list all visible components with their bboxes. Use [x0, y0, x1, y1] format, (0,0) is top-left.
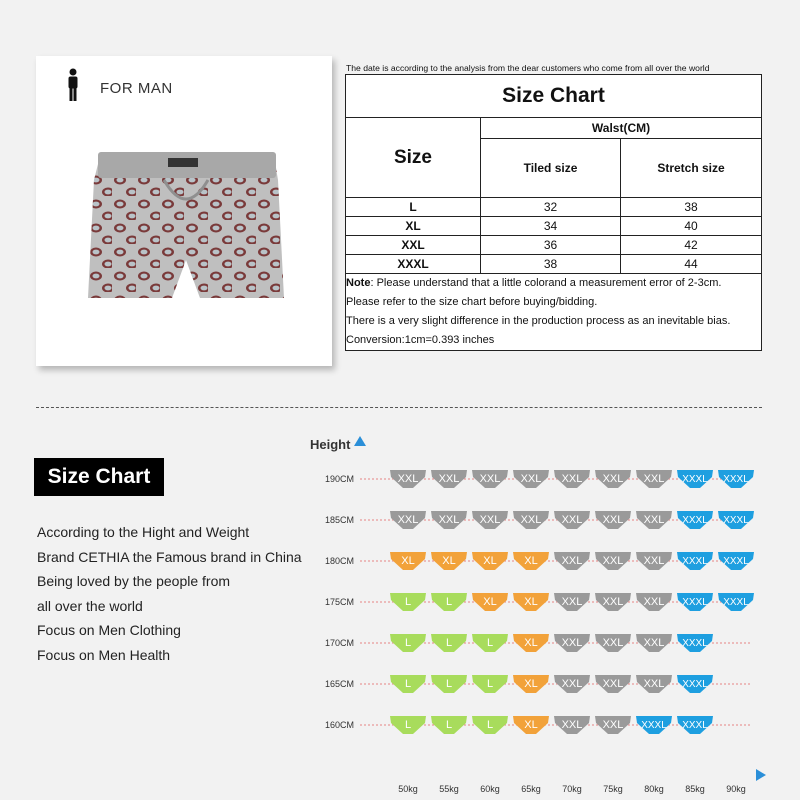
size-mark-label: XL [524, 719, 538, 731]
size-mark-label: XL [483, 555, 497, 567]
size-mark-label: L [404, 719, 412, 731]
weight-tick-label: 80kg [644, 784, 664, 794]
size-mark-label: XXXL [682, 679, 708, 690]
size-mark-label: XXL [397, 514, 419, 526]
size-mark-label: XXXL [723, 597, 749, 608]
row-tiled: 38 [481, 255, 621, 274]
description-line: all over the world [37, 597, 143, 614]
table-title: Size Chart [346, 75, 762, 118]
table-row [346, 255, 762, 274]
note-line: Conversion:1cm=0.393 inches [346, 334, 495, 346]
note-line: : Please understand that a little colorand a measurement error of 2-3cm. [370, 277, 722, 289]
size-mark-label: XXXL [682, 556, 708, 567]
size-mark-label: XXL [602, 678, 624, 690]
description-line: Brand CETHIA the Famous brand in China [37, 548, 302, 565]
y-axis-label: Height [310, 437, 351, 452]
size-mark-label: XXL [561, 596, 583, 608]
waist-header: Walst(CM) [481, 118, 762, 139]
size-mark-label: XXL [643, 514, 665, 526]
weight-tick-label: 55kg [439, 784, 459, 794]
table-row [346, 198, 762, 217]
size-mark-label: L [445, 596, 453, 608]
size-mark-label: XXL [561, 555, 583, 567]
row-tiled: 32 [481, 198, 621, 217]
size-mark-label: XXL [520, 473, 542, 485]
description-line: Focus on Men Clothing [37, 622, 181, 638]
size-mark-label: XL [524, 678, 538, 690]
weight-tick-label: 50kg [398, 784, 418, 794]
size-mark-label: XXL [602, 719, 624, 731]
size-mark-label: XXL [397, 473, 419, 485]
size-mark-label: XXL [438, 473, 460, 485]
size-mark-label: XXL [602, 596, 624, 608]
for-man-label: FOR MAN [100, 80, 173, 97]
table-notes [346, 274, 762, 351]
size-mark-label: L [404, 637, 412, 649]
row-size: XL [346, 217, 481, 236]
row-size: XXXL [346, 255, 481, 274]
size-mark-label: L [404, 678, 412, 690]
weight-tick-label: 90kg [726, 784, 746, 794]
size-mark-label: L [445, 719, 453, 731]
section-divider [36, 407, 762, 408]
size-mark-label: XXL [479, 473, 501, 485]
size-mark-label: XXL [643, 637, 665, 649]
size-mark-label: XXL [602, 555, 624, 567]
height-tick-label: 190CM [324, 474, 354, 484]
size-mark-label: XL [483, 596, 497, 608]
note-label: Note [346, 277, 371, 289]
man-icon [66, 68, 80, 102]
size-mark-label: XL [401, 555, 415, 567]
waist-size-table [345, 74, 762, 351]
x-axis-arrow [756, 769, 766, 781]
size-mark-label: XXXL [641, 720, 667, 731]
height-tick-label: 160CM [324, 720, 354, 730]
note-line: There is a very slight difference in the production process as an inevitable bias. [346, 315, 731, 327]
size-mark-label: L [486, 719, 494, 731]
height-tick-label: 175CM [324, 597, 354, 607]
size-mark-label: L [404, 596, 412, 608]
weight-tick-label: 75kg [603, 784, 623, 794]
tiled-size-header: Tiled size [481, 139, 621, 198]
underwear-product-image [88, 148, 284, 308]
size-mark-label: XL [442, 555, 456, 567]
size-mark-label: XXL [561, 514, 583, 526]
row-tiled: 34 [481, 217, 621, 236]
brand-description [37, 520, 302, 667]
height-weight-chart [300, 428, 770, 798]
size-mark-label: XXXL [723, 515, 749, 526]
size-mark-label: XXXL [682, 638, 708, 649]
description-line: Focus on Men Health [37, 646, 171, 663]
height-tick-label: 180CM [324, 556, 354, 566]
size-mark-label: XXXL [682, 597, 708, 608]
size-header: Size [346, 118, 481, 198]
size-mark-label: XXXL [723, 556, 749, 567]
size-mark-label: L [445, 678, 453, 690]
row-stretch: 44 [621, 255, 762, 274]
size-mark-label: XXL [561, 637, 583, 649]
size-mark-label: XXL [479, 514, 501, 526]
size-mark-label: XXXL [723, 474, 749, 485]
weight-tick-label: 60kg [480, 784, 500, 794]
size-chart-badge: Size Chart [34, 458, 164, 496]
size-mark-label: XXL [643, 473, 665, 485]
size-mark-label: XXL [438, 514, 460, 526]
row-stretch: 42 [621, 236, 762, 255]
size-mark-label: XXXL [682, 720, 708, 731]
size-mark-label: XXL [602, 514, 624, 526]
weight-tick-label: 85kg [685, 784, 705, 794]
table-note-top: The date is according to the analysis from the dear customers who come from all over the world [346, 63, 710, 73]
row-size: XXL [346, 236, 481, 255]
row-size: L [346, 198, 481, 217]
description-line: According to the Hight and Weight [37, 524, 250, 540]
note-line: Please refer to the size chart before buying/bidding. [346, 296, 598, 308]
height-tick-label: 165CM [324, 679, 354, 689]
size-mark-label: L [445, 637, 453, 649]
stretch-size-header: Stretch size [621, 139, 762, 198]
row-tiled: 36 [481, 236, 621, 255]
size-mark-label: XXL [602, 637, 624, 649]
size-mark-label: XXL [561, 473, 583, 485]
description-line: Being loved by the people from [37, 573, 231, 589]
size-mark-label: XXL [561, 678, 583, 690]
size-mark-label: XXL [561, 719, 583, 731]
size-mark-label: XL [524, 637, 538, 649]
size-mark-label: XL [524, 596, 538, 608]
height-tick-label: 170CM [324, 638, 354, 648]
size-mark-label: XXXL [682, 515, 708, 526]
size-mark-label: XXL [643, 596, 665, 608]
row-stretch: 38 [621, 198, 762, 217]
size-mark-label: L [486, 678, 494, 690]
size-mark-label: XXL [643, 678, 665, 690]
table-row [346, 236, 762, 255]
weight-tick-label: 65kg [521, 784, 541, 794]
table-row [346, 217, 762, 236]
y-axis-arrow [354, 436, 366, 446]
size-mark-label: L [486, 637, 494, 649]
weight-tick-label: 70kg [562, 784, 582, 794]
size-mark-label: XXL [520, 514, 542, 526]
row-stretch: 40 [621, 217, 762, 236]
size-mark-label: XL [524, 555, 538, 567]
size-mark-label: XXL [643, 555, 665, 567]
size-mark-label: XXL [602, 473, 624, 485]
size-mark-label: XXXL [682, 474, 708, 485]
height-tick-label: 185CM [324, 515, 354, 525]
